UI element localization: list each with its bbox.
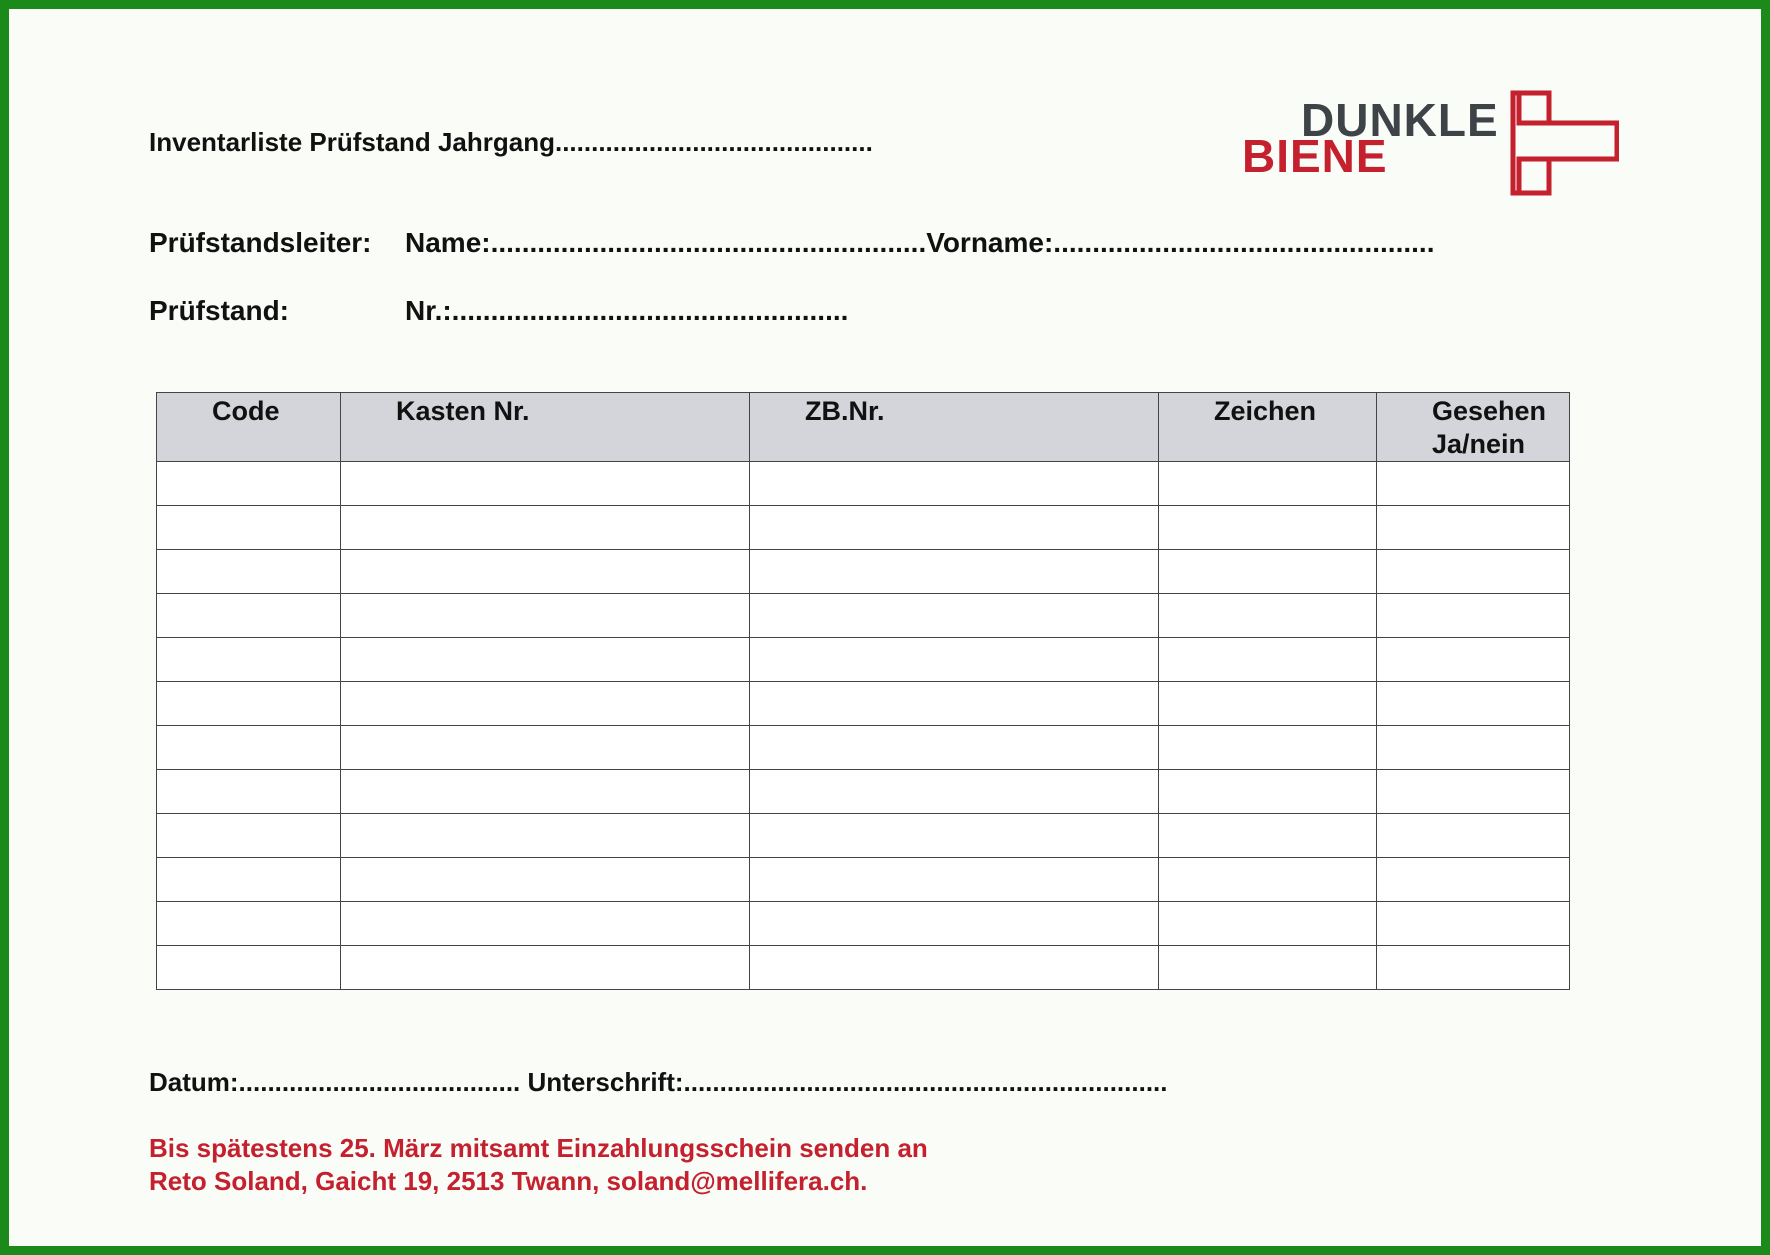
inventory-table bbox=[156, 392, 1570, 990]
cell-gesehen[interactable] bbox=[1377, 814, 1570, 858]
pruefstandsleiter-label: Prüfstandsleiter: bbox=[149, 227, 372, 258]
cell-code[interactable] bbox=[157, 682, 341, 726]
cell-zeichen[interactable] bbox=[1159, 858, 1377, 902]
column-header-zb: ZB.Nr. bbox=[750, 393, 1159, 462]
cell-zb[interactable] bbox=[750, 594, 1159, 638]
column-header-zeichen: Zeichen bbox=[1159, 393, 1377, 462]
cell-zb[interactable] bbox=[750, 858, 1159, 902]
cell-kasten[interactable] bbox=[341, 814, 750, 858]
cell-gesehen[interactable] bbox=[1377, 902, 1570, 946]
table-row bbox=[157, 682, 1570, 726]
cell-code[interactable] bbox=[157, 770, 341, 814]
cell-zeichen[interactable] bbox=[1159, 506, 1377, 550]
cell-gesehen[interactable] bbox=[1377, 726, 1570, 770]
note-line-1: Bis spätestens 25. März mitsamt Einzahlungsschein senden an bbox=[149, 1133, 928, 1163]
cell-gesehen[interactable] bbox=[1377, 594, 1570, 638]
logo-text-biene: BIENE bbox=[1242, 130, 1388, 182]
table-row bbox=[157, 550, 1570, 594]
table-row bbox=[157, 594, 1570, 638]
table-header-row bbox=[157, 393, 1570, 462]
table-row bbox=[157, 814, 1570, 858]
cell-code[interactable] bbox=[157, 550, 341, 594]
cell-zb[interactable] bbox=[750, 682, 1159, 726]
cell-code[interactable] bbox=[157, 814, 341, 858]
cell-gesehen[interactable] bbox=[1377, 858, 1570, 902]
cell-gesehen[interactable] bbox=[1377, 770, 1570, 814]
cell-code[interactable] bbox=[157, 638, 341, 682]
cell-code[interactable] bbox=[157, 462, 341, 506]
cell-zeichen[interactable] bbox=[1159, 814, 1377, 858]
cell-code[interactable] bbox=[157, 506, 341, 550]
cell-code[interactable] bbox=[157, 858, 341, 902]
cell-kasten[interactable] bbox=[341, 858, 750, 902]
signature-line: Datum:....................................... Unterschrift:................................................................... bbox=[149, 1067, 1168, 1097]
cell-zb[interactable] bbox=[750, 902, 1159, 946]
cell-kasten[interactable] bbox=[341, 462, 750, 506]
cell-zb[interactable] bbox=[750, 814, 1159, 858]
note-line-2: Reto Soland, Gaicht 19, 2513 Twann, soland@mellifera.ch. bbox=[149, 1166, 868, 1196]
cell-kasten[interactable] bbox=[341, 682, 750, 726]
table-row bbox=[157, 946, 1570, 990]
column-header-code: Code bbox=[157, 393, 341, 462]
table-row bbox=[157, 858, 1570, 902]
pruefstand-label: Prüfstand: bbox=[149, 295, 289, 326]
cell-kasten[interactable] bbox=[341, 594, 750, 638]
cell-zb[interactable] bbox=[750, 770, 1159, 814]
cell-zeichen[interactable] bbox=[1159, 550, 1377, 594]
ja-nein-label: Ja/nein bbox=[1432, 429, 1526, 459]
cell-zb[interactable] bbox=[750, 726, 1159, 770]
table-row bbox=[157, 770, 1570, 814]
name-vorname-field: Name:........................................................Vorname:................................................. bbox=[405, 227, 1435, 258]
cell-gesehen[interactable] bbox=[1377, 550, 1570, 594]
cell-kasten[interactable] bbox=[341, 902, 750, 946]
table-row bbox=[157, 462, 1570, 506]
cell-code[interactable] bbox=[157, 594, 341, 638]
document-title: Inventarliste Prüfstand Jahrgang............................................ bbox=[149, 127, 873, 157]
cell-kasten[interactable] bbox=[341, 770, 750, 814]
cell-gesehen[interactable] bbox=[1377, 682, 1570, 726]
cell-kasten[interactable] bbox=[341, 506, 750, 550]
cell-kasten[interactable] bbox=[341, 638, 750, 682]
cell-zeichen[interactable] bbox=[1159, 902, 1377, 946]
cell-gesehen[interactable] bbox=[1377, 506, 1570, 550]
cell-zeichen[interactable] bbox=[1159, 946, 1377, 990]
table-row bbox=[157, 726, 1570, 770]
cell-zb[interactable] bbox=[750, 462, 1159, 506]
cell-gesehen[interactable] bbox=[1377, 462, 1570, 506]
cell-gesehen[interactable] bbox=[1377, 638, 1570, 682]
cell-code[interactable] bbox=[157, 946, 341, 990]
cell-zb[interactable] bbox=[750, 506, 1159, 550]
gesehen-label: Gesehen bbox=[1432, 396, 1547, 426]
cell-zeichen[interactable] bbox=[1159, 770, 1377, 814]
cell-zeichen[interactable] bbox=[1159, 638, 1377, 682]
cell-zeichen[interactable] bbox=[1159, 726, 1377, 770]
table-row bbox=[157, 638, 1570, 682]
cell-kasten[interactable] bbox=[341, 550, 750, 594]
cell-gesehen[interactable] bbox=[1377, 946, 1570, 990]
cell-zeichen[interactable] bbox=[1159, 682, 1377, 726]
cell-zb[interactable] bbox=[750, 946, 1159, 990]
nr-field: Nr.:................................................... bbox=[405, 295, 849, 326]
cell-code[interactable] bbox=[157, 726, 341, 770]
column-header-gesehen bbox=[1377, 393, 1570, 462]
cell-zeichen[interactable] bbox=[1159, 594, 1377, 638]
cell-zb[interactable] bbox=[750, 638, 1159, 682]
dunkle-biene-logo bbox=[1239, 89, 1619, 199]
cell-kasten[interactable] bbox=[341, 946, 750, 990]
cell-zeichen[interactable] bbox=[1159, 462, 1377, 506]
cell-kasten[interactable] bbox=[341, 726, 750, 770]
table-row bbox=[157, 902, 1570, 946]
table-row bbox=[157, 506, 1570, 550]
cell-code[interactable] bbox=[157, 902, 341, 946]
logo-text-dunkle: DUNKLE bbox=[1301, 94, 1499, 146]
column-header-kasten: Kasten Nr. bbox=[341, 393, 750, 462]
cell-zb[interactable] bbox=[750, 550, 1159, 594]
